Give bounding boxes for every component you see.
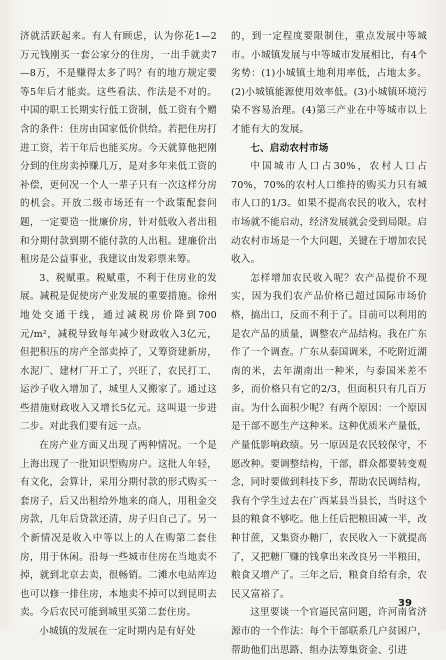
column-gutter [221, 30, 222, 600]
section-heading: 七、启动农村市场 [250, 142, 329, 154]
paragraph: 这里要谈一个官逼民富问题，许河南省济源市的一个作法：每个干部联系几户贫困户，帮助他们出思路、组办法筹集资金、引进 [231, 607, 427, 656]
paragraph: 的，到一定程度要限制住，重点发展中等城市。小城镇发展与中等城市发展相比，有4个劣势：(1)小城镇土地利用率低，占地太多。(2)小城镇能源使用效率低。(3)小城镇环境污染不容易治理。(4)第三产业在中等城市以上才能有大的发展。 [231, 31, 427, 135]
paragraph: 3、税赋重。税赋重，不利于住房业的发展。减税是促使房产业发展的重要措施。徐州地处交通干线，通过减税房价降到700元/m²，减税导致每年减少财政收入3亿元，但把积压的房产全部卖掉了，又筹资建新房，水泥厂、建材厂开工了，兴旺了，农民打工、运沙子收入增加了，城里人又搬家了。通过这些措施财政收入又增长5亿元。这叫退一步进二步。对此我们要有远一点。 [20, 272, 217, 433]
page-number: 39 [398, 598, 412, 609]
right-text-column [231, 28, 427, 660]
paragraph: 在房产业方面又出现了两种情况。一个是上海出现了一批知识型购房户。这批人年轻，有文化，会算计，采用分期付款的形式购买一套房子，后又出租给外地来的商人，用租金交房款，几年后贷款还清，房子归自己了。另一个新情况是收入中等以上的人在购第二套住房，用于休闲。沿每一些城市住房在当地卖不掉，就到北京去卖，很畅销。二滩水电站库边也可以修一排住房，本地卖不掉可以到昆明去卖。今后农民可能到城里买第二套住房。 [20, 440, 217, 619]
paragraph: 小城镇的发展在一定时期内是有好处 [39, 626, 196, 637]
paragraph: 济就活跃起来。有人有顾虑，认为你花1—2万元钱刚买一套公家分的住房，一出手就卖7—8万，不是赚得太多了吗？有的地方规定要等5年后才能卖。这些看法、作法是不对的。中国的职工长期实行低工资制，低工资有个赠含的条件：住房由国家低价供给。若把住房打进工资，若干年后也能买房。今天就算他把刚分到的住房卖掉赚几万，是对多年来低工资的补偿，更何况一个人一辈子只有一次这样分房的机会。开放二级市场还有一个政策配套问题，一定要造一批廉价房，针对低收入者出租和分期付款到期不能付款的人出租。建廉价出租房是公益事业，我建议由发彩票来筹。 [20, 31, 217, 266]
paragraph: 中国城市人口占30%，农村人口占70%，70%的农村人口维持的购买力只有城市人口的1/3。如果不提高农民的收入，农村市场就不能启动，经济发展就会受到局限。启动农村市场是一个大问题，关键在于增加农民收入。 [231, 161, 427, 266]
paragraph: 怎样增加农民收入呢？农产品提价不现实，因为我们农产品价格已超过国际市场价格，搞出口，反而不利于了。目前可以利用的是农产品的质量，调整农产品结构。我在广东作了一个调查。广东从泰国调米，不吃附近湖南的米，去年湖南出一种米，与泰国米差不多，而价格只有它的2/3，但面积只有几百万亩。为什么面积少呢？有两个原因：一个原因是干部不愿生产这种米。这种优质米产量低，产量低影响政绩。另一原因是农民较保守，不愿改种。要调整结构，干部，群众都要转变观念，同时要做到科技下乡，帮助农民调结构，我有个学生过去在广西某县当县长，当时这个县的粮食不够吃。他上任后把粮田减一半，改种甘蔗，又集资办糖厂，农民收入一下就提高了，又把糖厂赚的钱拿出来改良另一半粮田，粮食又增产了。三年之后，粮食自给有余，农民又富裕了。 [231, 272, 427, 600]
left-text-column [20, 28, 217, 642]
